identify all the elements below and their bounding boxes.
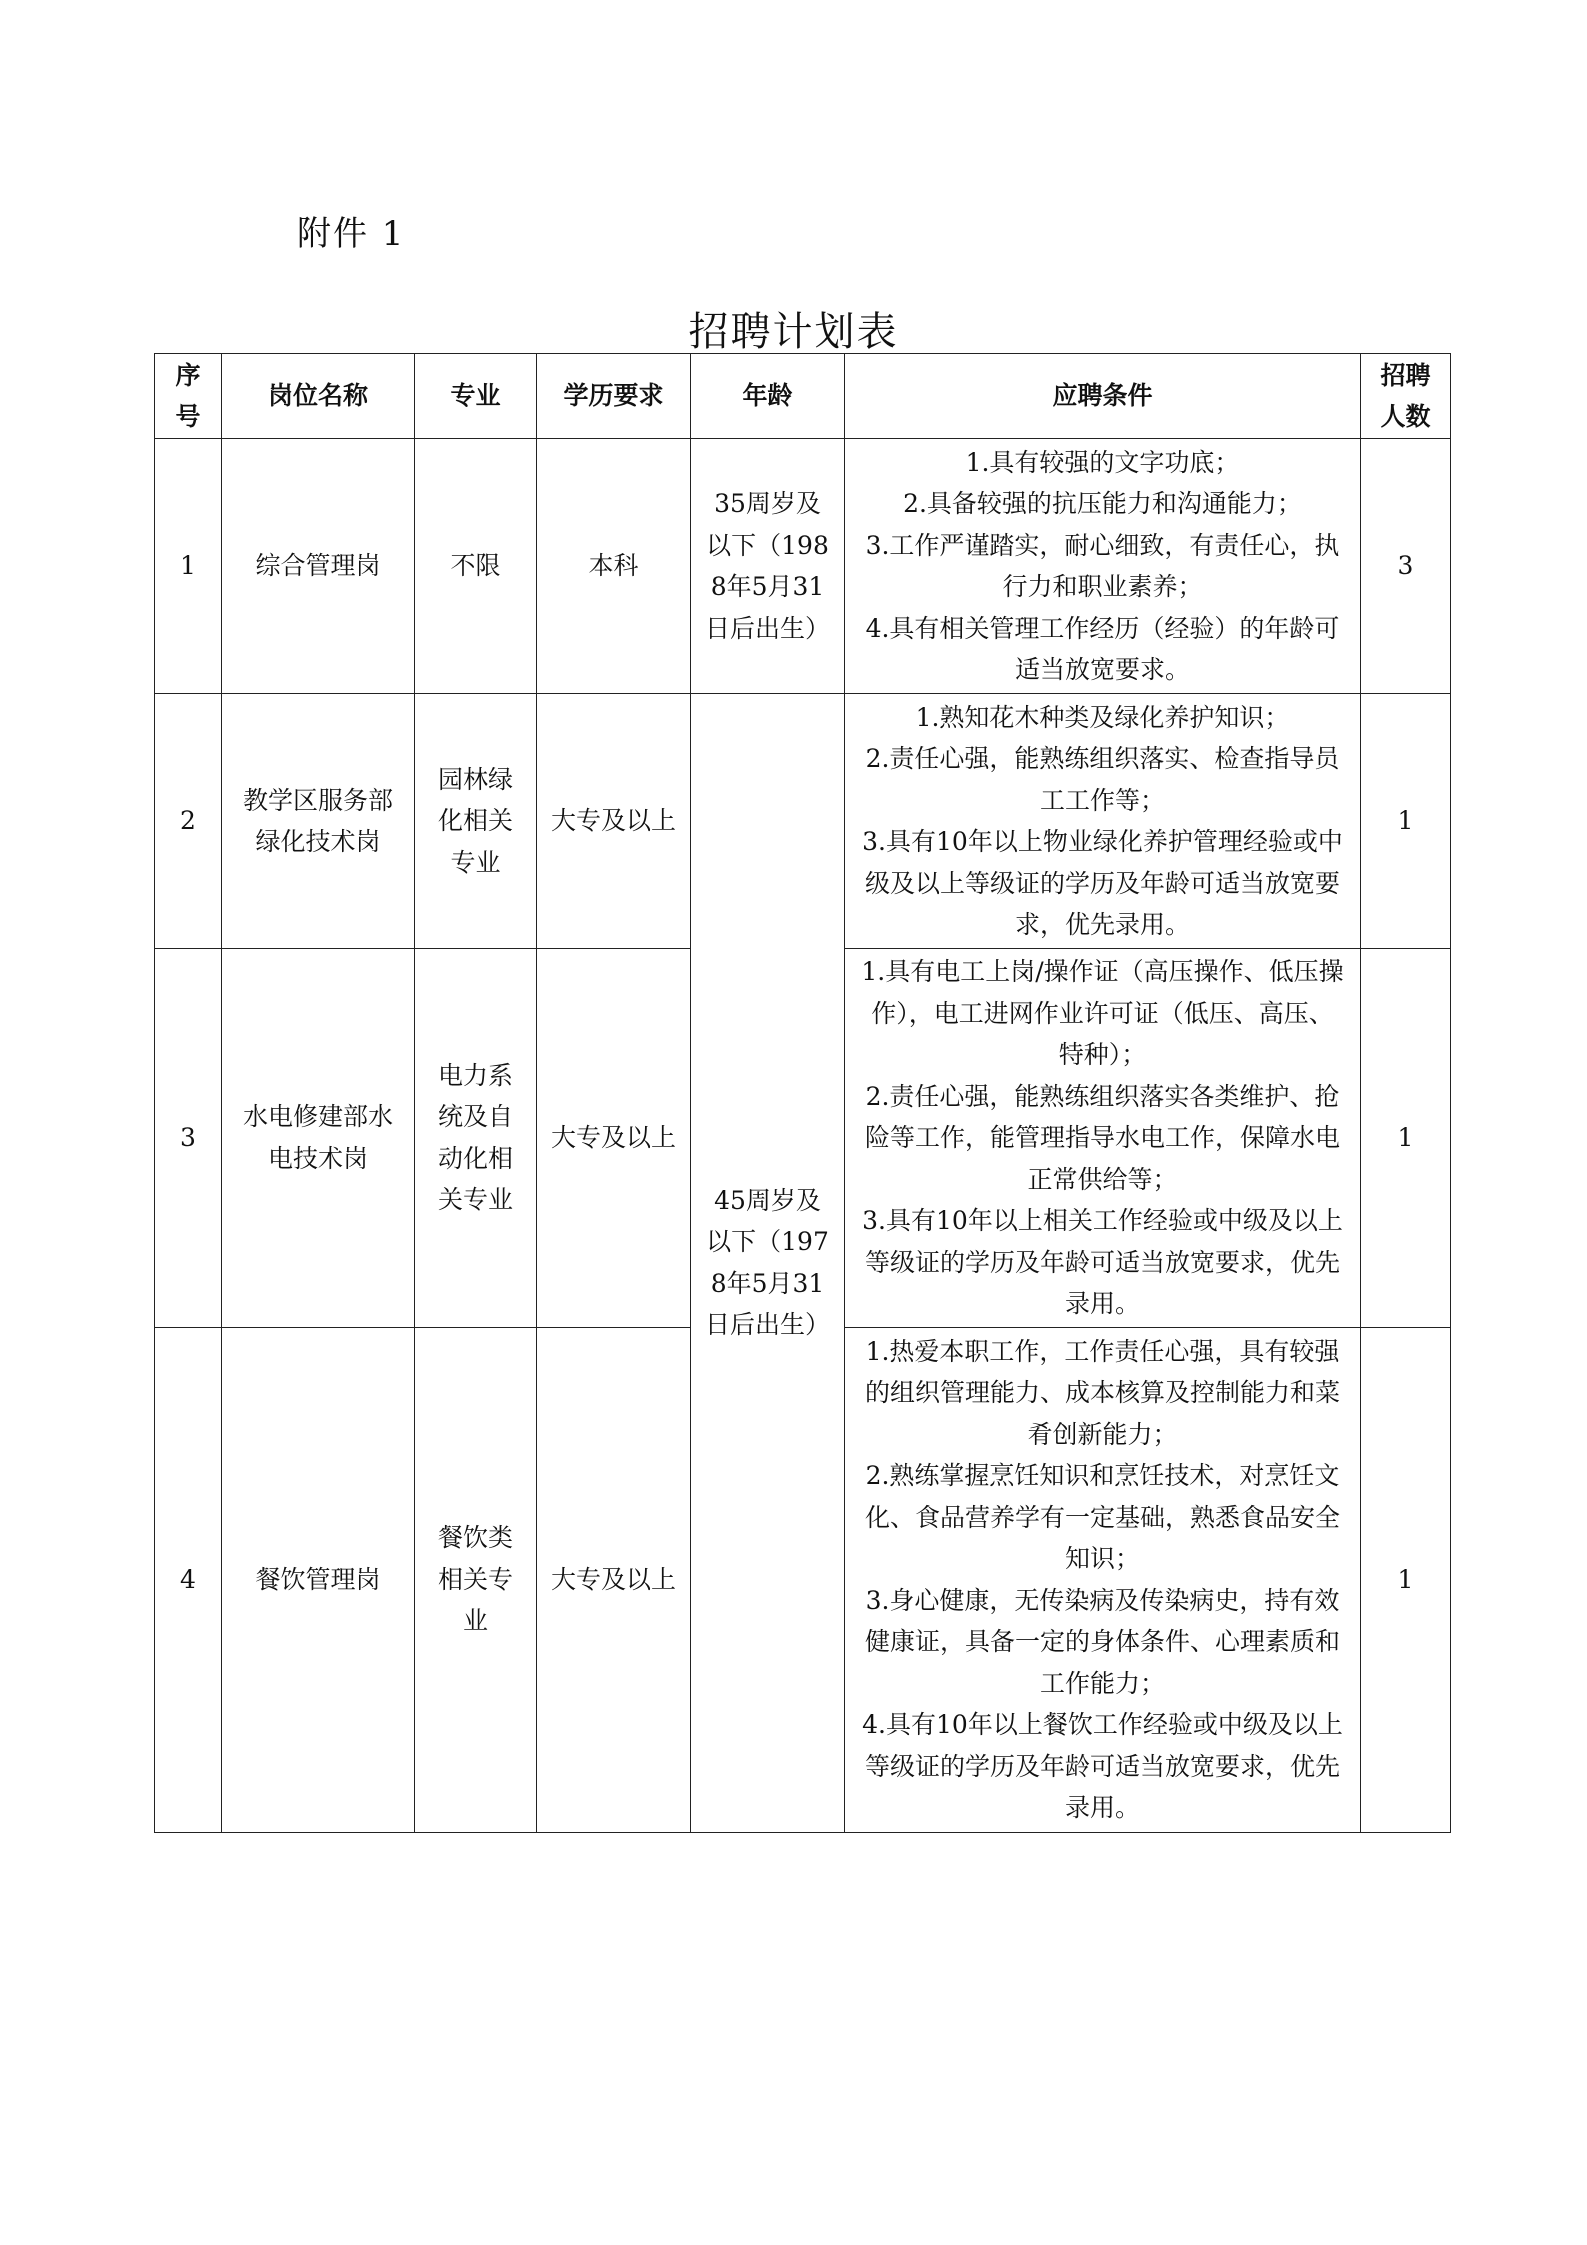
requirement-item: 3.具有10年以上物业绿化养护管理经验或中级及以上等级证的学历及年龄可适当放宽要求，优先录用。 xyxy=(862,827,1343,939)
cell-education: 大专及以上 xyxy=(537,1327,691,1832)
header-seq: 序号 xyxy=(155,354,222,439)
cell-count: 3 xyxy=(1361,439,1451,694)
table-row xyxy=(155,439,1451,694)
header-major: 专业 xyxy=(415,354,537,439)
header-age: 年龄 xyxy=(691,354,845,439)
cell-count: 1 xyxy=(1361,694,1451,949)
cell-position: 水电修建部水电技术岗 xyxy=(222,949,415,1328)
cell-count: 1 xyxy=(1361,949,1451,1328)
requirement-item: 2.责任心强，能熟练组织落实各类维护、抢险等工作，能管理指导水电工作，保障水电正常供给等； xyxy=(864,1081,1340,1194)
document-title: 招聘计划表 xyxy=(688,309,899,355)
header-requirements: 应聘条件 xyxy=(845,354,1361,439)
cell-major: 电力系统及自动化相关专业 xyxy=(415,949,537,1328)
attachment-label: 附件 1 xyxy=(297,214,406,254)
requirement-item: 4.具有10年以上餐饮工作经验或中级及以上等级证的学历及年龄可适当放宽要求，优先录用。 xyxy=(862,1710,1343,1822)
cell-requirements xyxy=(845,694,1361,949)
table-row xyxy=(155,694,1451,949)
cell-education: 本科 xyxy=(537,439,691,694)
header-education: 学历要求 xyxy=(537,354,691,439)
requirement-item: 2.责任心强，能熟练组织落实、检查指导员工工作等； xyxy=(865,744,1340,815)
requirement-item: 2.熟练掌握烹饪知识和烹饪技术，对烹饪文化、食品营养学有一定基础，熟悉食品安全知识； xyxy=(864,1461,1340,1573)
cell-position: 教学区服务部绿化技术岗 xyxy=(222,694,415,949)
cell-seq: 3 xyxy=(155,949,222,1328)
cell-seq: 2 xyxy=(155,694,222,949)
requirement-item: 3.工作严谨踏实，耐心细致，有责任心，执行力和职业素养； xyxy=(865,530,1340,601)
requirement-item: 2.具备较强的抗压能力和沟通能力； xyxy=(903,489,1302,518)
cell-education: 大专及以上 xyxy=(537,694,691,949)
requirement-item: 1.熟知花木种类及绿化养护知识； xyxy=(915,702,1290,732)
cell-seq: 1 xyxy=(155,439,222,694)
cell-education: 大专及以上 xyxy=(537,949,691,1328)
cell-requirements xyxy=(845,949,1361,1328)
recruitment-plan-table xyxy=(154,353,1451,1833)
requirement-item: 1.具有电工上岗/操作证（高压操作、低压操作），电工进网作业许可证（低压、高压、特种）； xyxy=(861,957,1344,1069)
cell-requirements xyxy=(845,1327,1361,1832)
cell-age-merged: 45周岁及以下（1978年5月31日后出生） xyxy=(691,694,845,1833)
requirement-item: 1.热爱本职工作，工作责任心强，具有较强的组织管理能力、成本核算及控制能力和菜肴创新能力； xyxy=(864,1336,1340,1449)
requirement-item: 3.身心健康，无传染病及传染病史，持有效健康证，具备一定的身体条件、心理素质和工作能力； xyxy=(864,1585,1340,1698)
cell-major: 园林绿化相关专业 xyxy=(415,694,537,949)
header-count: 招聘人数 xyxy=(1361,354,1451,439)
requirement-item: 1.具有较强的文字功底； xyxy=(965,447,1240,477)
cell-major: 餐饮类相关专业 xyxy=(415,1327,537,1832)
requirement-item: 4.具有相关管理工作经历（经验）的年龄可适当放宽要求。 xyxy=(865,613,1340,684)
cell-major: 不限 xyxy=(415,439,537,694)
cell-count: 1 xyxy=(1361,1327,1451,1832)
cell-seq: 4 xyxy=(155,1327,222,1832)
table-header-row xyxy=(155,354,1451,439)
cell-age: 35周岁及以下（1988年5月31日后出生） xyxy=(691,439,845,694)
header-position: 岗位名称 xyxy=(222,354,415,439)
cell-position: 综合管理岗 xyxy=(222,439,415,694)
requirement-item: 3.具有10年以上相关工作经验或中级及以上等级证的学历及年龄可适当放宽要求，优先录用。 xyxy=(862,1206,1343,1318)
cell-position: 餐饮管理岗 xyxy=(222,1327,415,1832)
cell-requirements xyxy=(845,439,1361,694)
